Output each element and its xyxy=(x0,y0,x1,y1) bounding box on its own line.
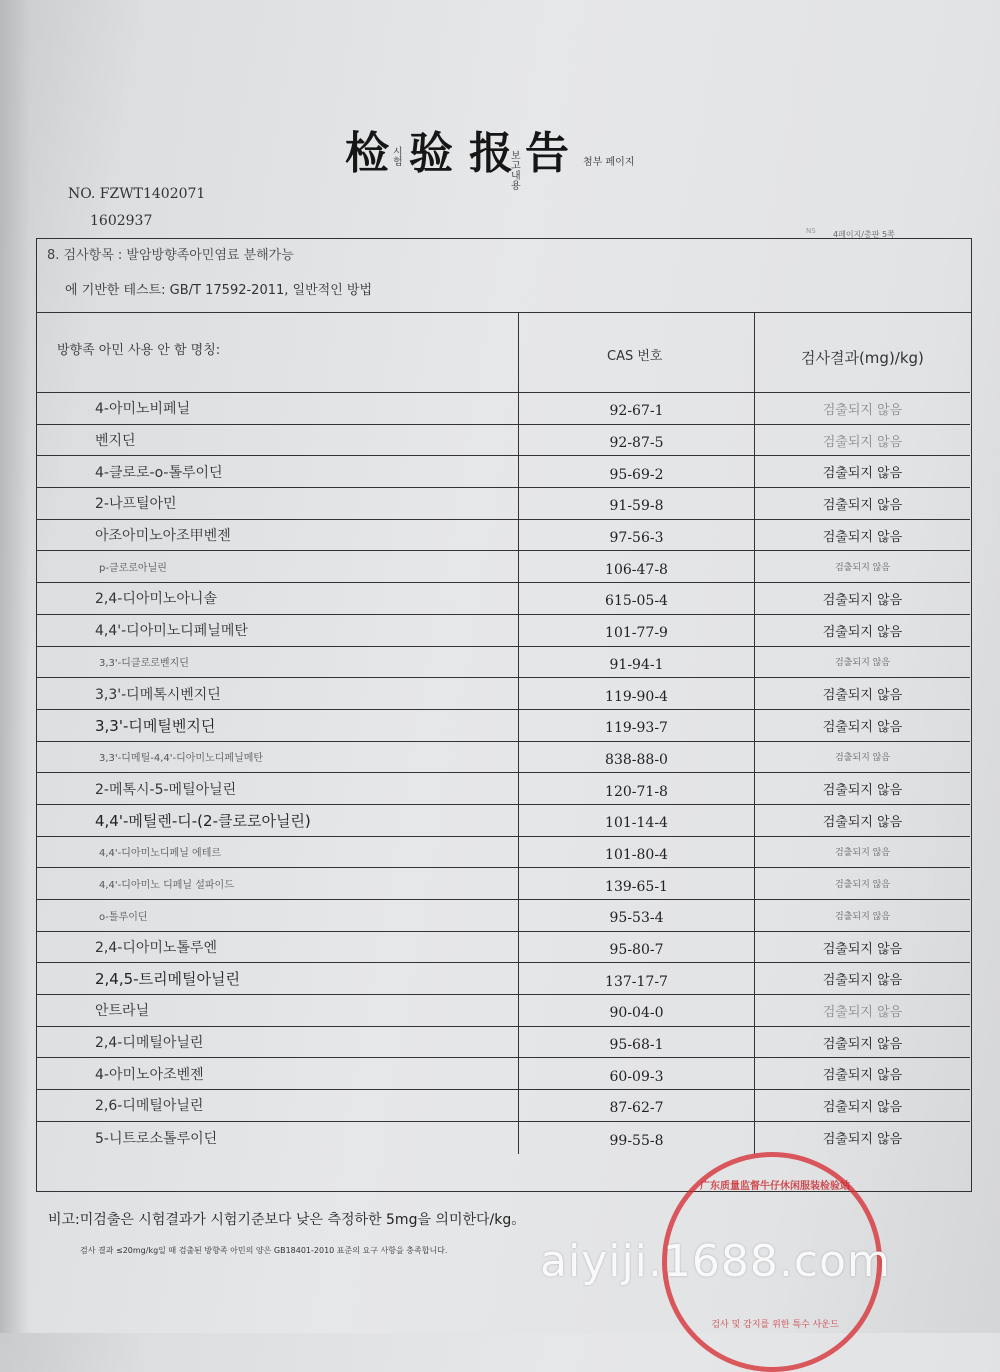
cell-name: 4-아미노아조벤젠 xyxy=(37,1058,519,1089)
header-name-label: 방향족 아민 사용 안 함 명칭: xyxy=(57,343,221,358)
table-row xyxy=(37,393,970,425)
cell-cas: 92-87-5 xyxy=(519,425,755,456)
cell-cas: 92-67-1 xyxy=(519,393,755,424)
cell-name: 3,3'-디메틸벤지딘 xyxy=(37,710,519,741)
cell-result: 검출되지 않음 xyxy=(822,624,903,640)
cell-cas: 91-94-1 xyxy=(519,647,755,678)
test-method: 에 기반한 테스트: GB/T 17592-2011, 일반적인 방법 xyxy=(65,283,373,298)
table-row xyxy=(37,963,970,995)
cell-cas: 95-53-4 xyxy=(519,900,755,931)
title-char-4: 告 xyxy=(525,128,569,179)
table-row xyxy=(37,488,970,520)
table-row xyxy=(37,615,970,647)
cell-cas: 120-71-8 xyxy=(519,773,755,804)
cell-cas: 101-77-9 xyxy=(519,615,755,646)
cell-name: 3,3'-디메틸-4,4'-디아미노디페닐메탄 xyxy=(37,742,519,773)
title-char-1: 检 xyxy=(345,128,389,179)
cell-name: 안트라닐 xyxy=(37,995,519,1026)
report-number-secondary: 1602937 xyxy=(90,213,153,229)
page-info: 4페이지/총판 5쪽 xyxy=(833,230,895,239)
cell-name: 2-나프틸아민 xyxy=(37,488,519,519)
cell-result: 검출되지 않음 xyxy=(834,753,891,764)
page-ns: NS xyxy=(806,227,816,235)
table-row xyxy=(37,805,970,837)
header-result-label: 검사결과(mg)/kg) xyxy=(801,349,924,367)
table-row xyxy=(37,520,970,552)
seal-top-text: 广东质量监督牛仔休闲服装检验站 xyxy=(700,1181,850,1192)
table-row xyxy=(37,456,970,488)
title-char-3: 报 xyxy=(469,128,513,179)
cell-result: 검출되지 않음 xyxy=(822,497,903,513)
cell-cas: 119-90-4 xyxy=(519,678,755,709)
cell-name: 아조아미노아조甲벤젠 xyxy=(37,520,519,551)
cell-result: 검출되지 않음 xyxy=(822,1099,903,1115)
test-info-box xyxy=(36,238,972,312)
cell-cas: 95-80-7 xyxy=(519,932,755,963)
cell-result: 검출되지 않음 xyxy=(822,434,903,450)
cell-name: 3,3'-디클로로벤지딘 xyxy=(37,647,519,678)
watermark: aiyiji.1688.com xyxy=(540,1236,891,1287)
cell-result: 검출되지 않음 xyxy=(822,1068,903,1084)
cell-name: 4,4'-디아미노디페닐 에테르 xyxy=(37,837,519,868)
header-cas-column xyxy=(519,313,755,393)
table-row xyxy=(37,551,970,583)
table-row xyxy=(37,647,970,679)
cell-name: 2-메톡시-5-메틸아닐린 xyxy=(37,773,519,804)
cell-cas: 60-09-3 xyxy=(519,1058,755,1089)
cell-result: 검출되지 않음 xyxy=(834,848,891,859)
cell-cas: 99-55-8 xyxy=(519,1122,755,1154)
cell-cas: 106-47-8 xyxy=(519,551,755,582)
footnote: 검사 결과 ≤20mg/kg일 때 검출된 방향족 아민의 양은 GB18401-2010 표준의 요구 사항을 충족합니다. xyxy=(80,1246,448,1255)
cell-result: 검출되지 않음 xyxy=(822,719,903,735)
cell-cas: 97-56-3 xyxy=(519,520,755,551)
cell-result: 검출되지 않음 xyxy=(834,658,891,669)
cell-result: 검출되지 않음 xyxy=(822,973,903,989)
seal-bottom-text: 검사 및 감지를 위한 특수 사운드 xyxy=(711,1320,839,1330)
table-row xyxy=(37,773,970,805)
test-item: 8. 검사항목 : 발암방향족아민염료 분해가능 xyxy=(47,248,294,263)
table-row xyxy=(37,583,970,615)
table-body xyxy=(37,393,970,1154)
cell-result: 검출되지 않음 xyxy=(834,563,891,574)
cell-cas: 101-14-4 xyxy=(519,805,755,836)
cell-cas: 615-05-4 xyxy=(519,583,755,614)
cell-name: 2,6-디메틸아닐린 xyxy=(37,1090,519,1121)
cell-cas: 87-62-7 xyxy=(519,1090,755,1121)
cell-result: 검출되지 않음 xyxy=(822,783,903,799)
cell-result: 검출되지 않음 xyxy=(822,529,903,545)
cell-name: 4,4'-디아미노 디페닐 설파이드 xyxy=(37,868,519,899)
cell-name: 2,4-디아미노톨루엔 xyxy=(37,932,519,963)
table-row xyxy=(37,1027,970,1059)
table-row xyxy=(37,900,970,932)
cell-name: 2,4,5-트리메틸아닐린 xyxy=(37,963,519,994)
table-row xyxy=(37,1058,970,1090)
cell-name: 5-니트로소톨루이딘 xyxy=(37,1122,519,1154)
cell-result: 검출되지 않음 xyxy=(822,688,903,704)
remark-note: 비고:미검출은 시험결과가 시험기준보다 낮은 측정하한 5mg을 의미한다/kg。 xyxy=(48,1212,526,1228)
paper-edge-shadow xyxy=(0,0,30,1333)
report-number: NO. FZWT1402071 xyxy=(68,186,206,202)
cell-cas: 95-69-2 xyxy=(519,456,755,487)
cell-cas: 139-65-1 xyxy=(519,868,755,899)
results-table xyxy=(36,312,972,1192)
header-cas-label: CAS 번호 xyxy=(607,349,663,364)
cell-name: 4,4'-메틸렌-디-(2-클로로아닐린) xyxy=(37,805,519,836)
cell-name: 4,4'-디아미노디페닐메탄 xyxy=(37,615,519,646)
cell-name: 3,3'-디메톡시벤지딘 xyxy=(37,678,519,709)
cell-name: 벤지딘 xyxy=(37,425,519,456)
cell-name: 4-아미노비페닐 xyxy=(37,393,519,424)
cell-name: 4-클로로-o-톨루이딘 xyxy=(37,456,519,487)
cell-cas: 119-93-7 xyxy=(519,710,755,741)
cell-cas: 95-68-1 xyxy=(519,1027,755,1058)
cell-result: 검출되지 않음 xyxy=(822,941,903,957)
table-row xyxy=(37,837,970,869)
cell-cas: 838-88-0 xyxy=(519,742,755,773)
table-row xyxy=(37,932,970,964)
table-row xyxy=(37,868,970,900)
table-row xyxy=(37,425,970,457)
title-small-1: 시험 xyxy=(393,147,403,168)
cell-result: 검출되지 않음 xyxy=(834,911,891,922)
table-row xyxy=(37,678,970,710)
cell-result: 검출되지 않음 xyxy=(822,592,903,608)
title-char-2: 验 xyxy=(409,128,453,179)
cell-name: 2,4-디아미노아니솔 xyxy=(37,583,519,614)
cell-result: 검출되지 않음 xyxy=(822,1036,903,1052)
table-row xyxy=(37,742,970,774)
cell-result: 검출되지 않음 xyxy=(822,466,903,482)
cell-name: o-톨루이딘 xyxy=(37,900,519,931)
cell-cas: 91-59-8 xyxy=(519,488,755,519)
table-row xyxy=(37,995,970,1027)
table-row xyxy=(37,1090,970,1122)
cell-result: 검출되지 않음 xyxy=(822,1132,903,1148)
header-result-column xyxy=(755,313,970,393)
header-name-column xyxy=(37,313,519,393)
cell-name: 2,4-디메틸아닐린 xyxy=(37,1027,519,1058)
cell-cas: 137-17-7 xyxy=(519,963,755,994)
table-row xyxy=(37,1122,970,1154)
title-small-2: 보고내용 xyxy=(511,151,521,192)
table-row xyxy=(37,710,970,742)
cell-result: 검출되지 않음 xyxy=(834,880,891,891)
attach-page-note: 첨부 페이지 xyxy=(583,157,635,168)
cell-cas: 90-04-0 xyxy=(519,995,755,1026)
cell-result: 검출되지 않음 xyxy=(822,814,903,830)
cell-cas: 101-80-4 xyxy=(519,837,755,868)
cell-name: p-클로로아닐린 xyxy=(37,551,519,582)
cell-result: 검출되지 않음 xyxy=(822,1004,903,1020)
cell-result: 검출되지 않음 xyxy=(822,402,903,418)
